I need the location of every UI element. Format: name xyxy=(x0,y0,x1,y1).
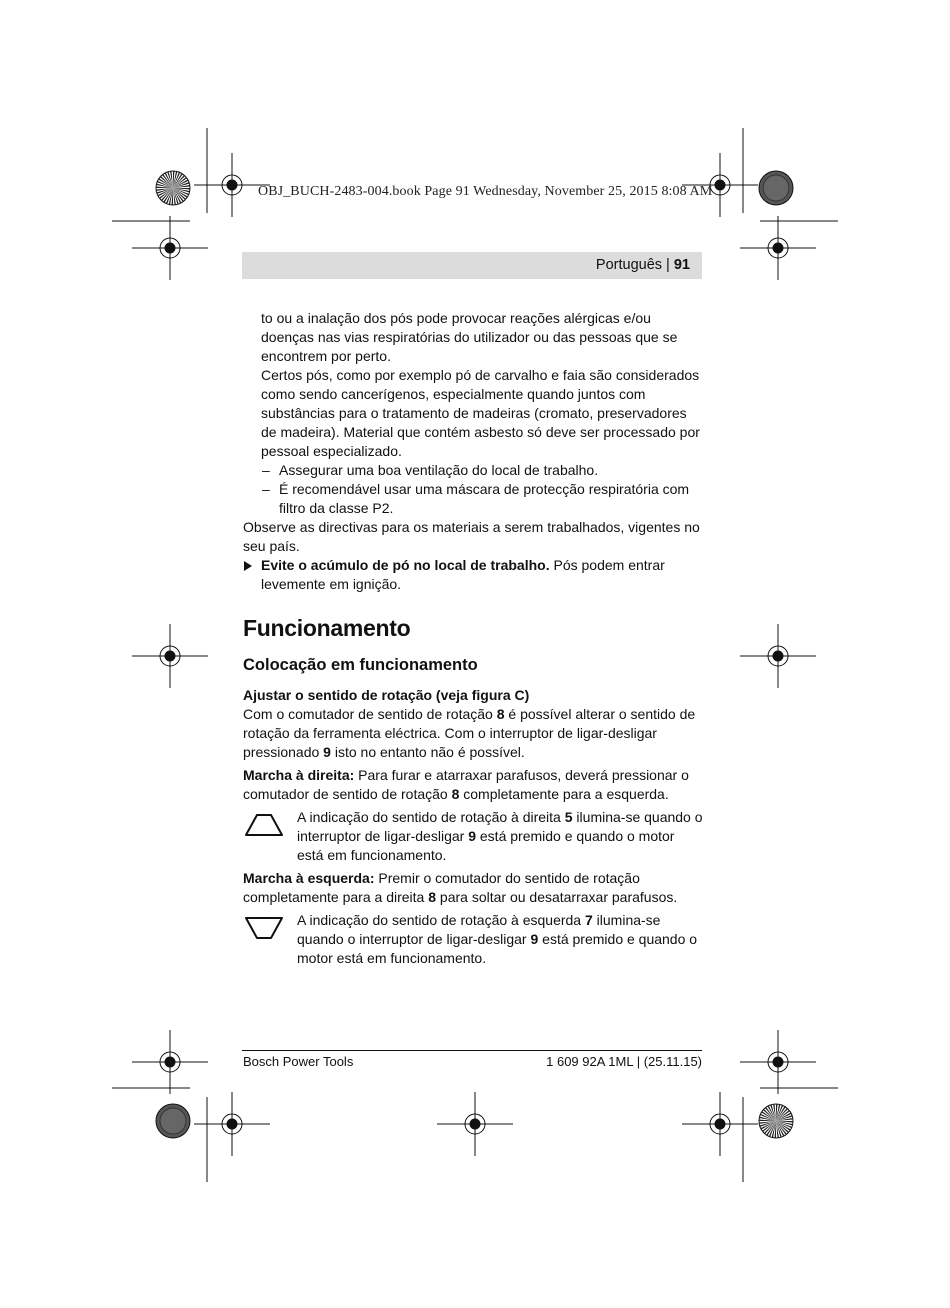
subsection-title: Colocação em funcionamento xyxy=(243,656,478,674)
warning-text: Pós podem entrar levemente em ignição. xyxy=(261,557,665,592)
registration-mark-icon xyxy=(132,216,208,280)
page-header xyxy=(242,252,702,279)
triangle-down-icon xyxy=(243,915,285,941)
warning-note xyxy=(243,556,703,594)
rotation-right-note: A indicação do sentido de rotação à direita 5 ilumina-se quando o interruptor de ligar-desligar 9 está premido e quando o motor está em funcionamento. xyxy=(243,808,703,865)
footer-rule xyxy=(242,1050,702,1051)
color-target-icon xyxy=(759,171,793,205)
registration-mark-icon xyxy=(740,216,816,280)
paragraph: to ou a inalação dos pós pode provocar reações alérgicas e/ou doenças nas vias respiratórias do utilizador ou das pessoas que se encontrem por perto. xyxy=(261,310,678,364)
registration-mark-icon xyxy=(132,624,208,688)
bullet-arrow-icon xyxy=(244,561,252,571)
paragraph: Com o comutador de sentido de rotação 8 é possível alterar o sentido de rotação da ferramenta eléctrica. Com o interruptor de ligar-desligar pressionado 9 isto no entanto não é possível. xyxy=(243,706,696,760)
list-item: – Assegurar uma boa ventilação do local de trabalho. xyxy=(262,462,599,478)
list-item-text: É recomendável usar uma máscara de protecção respiratória com filtro da classe P2. xyxy=(279,481,690,516)
registration-mark-icon xyxy=(740,1030,816,1094)
rotation-left-note: A indicação do sentido de rotação à esquerda 7 ilumina-se quando o interruptor de ligar-desligar 9 está premido e quando o motor está em funcionamento. xyxy=(243,911,703,968)
triangle-up-icon xyxy=(243,812,285,838)
registration-mark-icon xyxy=(194,1092,270,1156)
print-slug: OBJ_BUCH-2483-004.book Page 91 Wednesday, November 25, 2015 8:08 AM xyxy=(258,184,713,199)
registration-mark-icon xyxy=(740,624,816,688)
color-target-icon xyxy=(156,171,190,205)
list-item: – É recomendável usar uma máscara de protecção respiratória com filtro da classe P2. xyxy=(262,481,690,516)
list-item-text: Assegurar uma boa ventilação do local de trabalho. xyxy=(279,462,599,478)
registration-mark-icon xyxy=(437,1092,513,1156)
color-target-icon xyxy=(759,1104,793,1138)
paragraph: Marcha à direita: Para furar e atarraxar parafusos, deverá pressionar o comutador de sentido de rotação 8 completamente para a esquerda. xyxy=(243,767,689,802)
paragraph: Certos pós, como por exemplo pó de carvalho e faia são considerados como sendo cancerígenos, especialmente quando juntos com substâncias para o tratamento de madeiras (cromato, preservadores de madeira). Material que contém asbesto só deve ser processado por pessoal especializado. xyxy=(261,367,700,459)
registration-mark-icon xyxy=(132,1030,208,1094)
warning-bold: Evite o acúmulo de pó no local de trabalho. xyxy=(261,557,550,573)
registration-mark-icon xyxy=(682,1092,758,1156)
footer-doc-id: 1 609 92A 1ML | (25.11.15) xyxy=(546,1054,702,1069)
paragraph: Observe as directivas para os materiais a serem trabalhados, vigentes no seu país. xyxy=(243,519,700,554)
section-title: Funcionamento xyxy=(243,615,411,641)
header-language: Português | xyxy=(595,257,674,273)
color-target-icon xyxy=(156,1104,190,1138)
header-text xyxy=(596,257,690,273)
page-number: 91 xyxy=(673,257,690,273)
main-content xyxy=(243,309,703,968)
paragraph: Marcha à esquerda: Premir o comutador do sentido de rotação completamente para a direita 8 para soltar ou desatarraxar parafusos. xyxy=(243,870,678,905)
footer-publisher: Bosch Power Tools xyxy=(243,1054,354,1069)
subsubsection-title: Ajustar o sentido de rotação (veja figura C) xyxy=(243,687,530,703)
